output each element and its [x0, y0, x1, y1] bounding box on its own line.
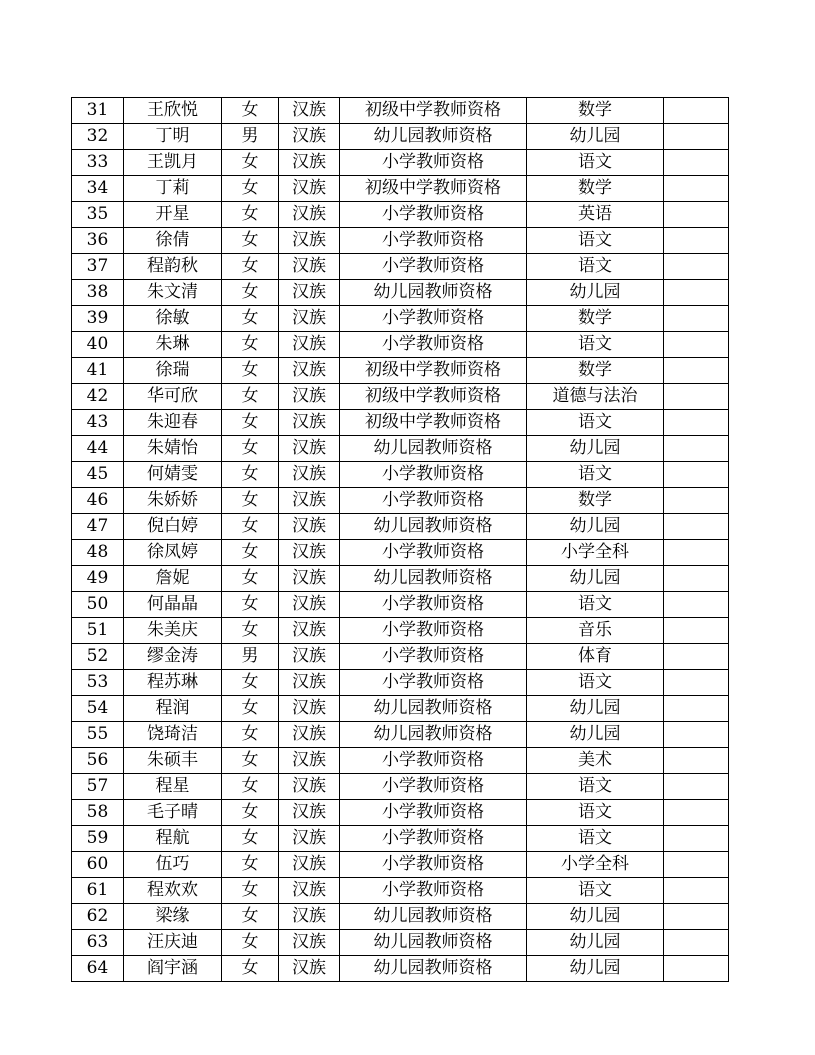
- ethnicity-cell: 汉族: [279, 670, 340, 696]
- name-cell: 徐瑞: [124, 358, 222, 384]
- ethnicity-cell: 汉族: [279, 852, 340, 878]
- row-number-cell: 32: [72, 124, 124, 150]
- note-cell: [664, 618, 729, 644]
- subject-cell: 幼儿园: [527, 566, 664, 592]
- row-number-cell: 40: [72, 332, 124, 358]
- gender-cell: 女: [222, 722, 279, 748]
- certificate-cell: 小学教师资格: [340, 462, 527, 488]
- certificate-cell: 小学教师资格: [340, 670, 527, 696]
- gender-cell: 女: [222, 592, 279, 618]
- subject-cell: 音乐: [527, 618, 664, 644]
- note-cell: [664, 150, 729, 176]
- table-row: [72, 540, 729, 566]
- name-cell: 程星: [124, 774, 222, 800]
- certificate-cell: 幼儿园教师资格: [340, 904, 527, 930]
- ethnicity-cell: 汉族: [279, 306, 340, 332]
- row-number-cell: 60: [72, 852, 124, 878]
- row-number-cell: 52: [72, 644, 124, 670]
- row-number-cell: 58: [72, 800, 124, 826]
- gender-cell: 女: [222, 176, 279, 202]
- table-row: [72, 956, 729, 982]
- gender-cell: 女: [222, 540, 279, 566]
- row-number-cell: 61: [72, 878, 124, 904]
- certificate-cell: 幼儿园教师资格: [340, 722, 527, 748]
- name-cell: 朱美庆: [124, 618, 222, 644]
- table-row: [72, 228, 729, 254]
- table-row: [72, 462, 729, 488]
- row-number-cell: 31: [72, 98, 124, 124]
- certificate-cell: 幼儿园教师资格: [340, 956, 527, 982]
- certificate-cell: 小学教师资格: [340, 748, 527, 774]
- subject-cell: 幼儿园: [527, 124, 664, 150]
- ethnicity-cell: 汉族: [279, 696, 340, 722]
- name-cell: 伍巧: [124, 852, 222, 878]
- table-row: [72, 930, 729, 956]
- subject-cell: 语文: [527, 254, 664, 280]
- certificate-cell: 幼儿园教师资格: [340, 514, 527, 540]
- certificate-cell: 小学教师资格: [340, 254, 527, 280]
- certificate-cell: 初级中学教师资格: [340, 176, 527, 202]
- name-cell: 程航: [124, 826, 222, 852]
- table-row: [72, 592, 729, 618]
- gender-cell: 女: [222, 228, 279, 254]
- ethnicity-cell: 汉族: [279, 514, 340, 540]
- subject-cell: 语文: [527, 670, 664, 696]
- note-cell: [664, 774, 729, 800]
- note-cell: [664, 384, 729, 410]
- certificate-cell: 初级中学教师资格: [340, 98, 527, 124]
- subject-cell: 语文: [527, 228, 664, 254]
- row-number-cell: 63: [72, 930, 124, 956]
- row-number-cell: 53: [72, 670, 124, 696]
- note-cell: [664, 878, 729, 904]
- certificate-cell: 小学教师资格: [340, 202, 527, 228]
- table-row: [72, 254, 729, 280]
- note-cell: [664, 956, 729, 982]
- name-cell: 开星: [124, 202, 222, 228]
- ethnicity-cell: 汉族: [279, 592, 340, 618]
- gender-cell: 女: [222, 878, 279, 904]
- name-cell: 朱文清: [124, 280, 222, 306]
- name-cell: 徐倩: [124, 228, 222, 254]
- ethnicity-cell: 汉族: [279, 748, 340, 774]
- row-number-cell: 44: [72, 436, 124, 462]
- name-cell: 何婧雯: [124, 462, 222, 488]
- row-number-cell: 55: [72, 722, 124, 748]
- note-cell: [664, 644, 729, 670]
- certificate-cell: 幼儿园教师资格: [340, 436, 527, 462]
- name-cell: 朱迎春: [124, 410, 222, 436]
- gender-cell: 女: [222, 930, 279, 956]
- ethnicity-cell: 汉族: [279, 774, 340, 800]
- gender-cell: 女: [222, 670, 279, 696]
- table-row: [72, 98, 729, 124]
- ethnicity-cell: 汉族: [279, 150, 340, 176]
- name-cell: 华可欣: [124, 384, 222, 410]
- subject-cell: 幼儿园: [527, 956, 664, 982]
- gender-cell: 女: [222, 618, 279, 644]
- row-number-cell: 54: [72, 696, 124, 722]
- ethnicity-cell: 汉族: [279, 254, 340, 280]
- ethnicity-cell: 汉族: [279, 644, 340, 670]
- note-cell: [664, 306, 729, 332]
- subject-cell: 语文: [527, 800, 664, 826]
- table-row: [72, 332, 729, 358]
- table-row: [72, 150, 729, 176]
- gender-cell: 女: [222, 774, 279, 800]
- table-row: [72, 280, 729, 306]
- subject-cell: 幼儿园: [527, 514, 664, 540]
- gender-cell: 女: [222, 566, 279, 592]
- ethnicity-cell: 汉族: [279, 358, 340, 384]
- certificate-cell: 小学教师资格: [340, 644, 527, 670]
- note-cell: [664, 280, 729, 306]
- gender-cell: 男: [222, 124, 279, 150]
- note-cell: [664, 436, 729, 462]
- name-cell: 倪白婷: [124, 514, 222, 540]
- table-row: [72, 176, 729, 202]
- table-row: [72, 384, 729, 410]
- table-row: [72, 410, 729, 436]
- name-cell: 王凯月: [124, 150, 222, 176]
- note-cell: [664, 488, 729, 514]
- name-cell: 梁缘: [124, 904, 222, 930]
- ethnicity-cell: 汉族: [279, 202, 340, 228]
- name-cell: 徐敏: [124, 306, 222, 332]
- gender-cell: 女: [222, 98, 279, 124]
- gender-cell: 女: [222, 436, 279, 462]
- table-row: [72, 904, 729, 930]
- gender-cell: 女: [222, 956, 279, 982]
- certificate-cell: 小学教师资格: [340, 228, 527, 254]
- row-number-cell: 33: [72, 150, 124, 176]
- subject-cell: 数学: [527, 306, 664, 332]
- subject-cell: 语文: [527, 150, 664, 176]
- table-row: [72, 514, 729, 540]
- subject-cell: 幼儿园: [527, 722, 664, 748]
- gender-cell: 女: [222, 332, 279, 358]
- note-cell: [664, 904, 729, 930]
- name-cell: 朱婧怡: [124, 436, 222, 462]
- subject-cell: 幼儿园: [527, 904, 664, 930]
- teacher-roster-table: [71, 97, 729, 982]
- row-number-cell: 38: [72, 280, 124, 306]
- certificate-cell: 幼儿园教师资格: [340, 696, 527, 722]
- note-cell: [664, 124, 729, 150]
- ethnicity-cell: 汉族: [279, 124, 340, 150]
- row-number-cell: 56: [72, 748, 124, 774]
- document-table-container: [71, 97, 728, 982]
- gender-cell: 女: [222, 852, 279, 878]
- table-row: [72, 852, 729, 878]
- subject-cell: 幼儿园: [527, 930, 664, 956]
- gender-cell: 男: [222, 644, 279, 670]
- ethnicity-cell: 汉族: [279, 462, 340, 488]
- note-cell: [664, 462, 729, 488]
- table-row: [72, 436, 729, 462]
- name-cell: 朱硕丰: [124, 748, 222, 774]
- name-cell: 阎宇涵: [124, 956, 222, 982]
- ethnicity-cell: 汉族: [279, 176, 340, 202]
- certificate-cell: 小学教师资格: [340, 618, 527, 644]
- table-row: [72, 670, 729, 696]
- row-number-cell: 59: [72, 826, 124, 852]
- certificate-cell: 小学教师资格: [340, 540, 527, 566]
- certificate-cell: 幼儿园教师资格: [340, 930, 527, 956]
- ethnicity-cell: 汉族: [279, 332, 340, 358]
- row-number-cell: 46: [72, 488, 124, 514]
- ethnicity-cell: 汉族: [279, 540, 340, 566]
- ethnicity-cell: 汉族: [279, 488, 340, 514]
- name-cell: 程润: [124, 696, 222, 722]
- subject-cell: 语文: [527, 826, 664, 852]
- gender-cell: 女: [222, 410, 279, 436]
- row-number-cell: 48: [72, 540, 124, 566]
- note-cell: [664, 228, 729, 254]
- gender-cell: 女: [222, 748, 279, 774]
- table-row: [72, 124, 729, 150]
- row-number-cell: 43: [72, 410, 124, 436]
- row-number-cell: 50: [72, 592, 124, 618]
- gender-cell: 女: [222, 280, 279, 306]
- note-cell: [664, 852, 729, 878]
- subject-cell: 数学: [527, 488, 664, 514]
- subject-cell: 语文: [527, 410, 664, 436]
- ethnicity-cell: 汉族: [279, 800, 340, 826]
- ethnicity-cell: 汉族: [279, 280, 340, 306]
- subject-cell: 幼儿园: [527, 436, 664, 462]
- ethnicity-cell: 汉族: [279, 930, 340, 956]
- name-cell: 毛子晴: [124, 800, 222, 826]
- ethnicity-cell: 汉族: [279, 618, 340, 644]
- gender-cell: 女: [222, 696, 279, 722]
- note-cell: [664, 800, 729, 826]
- certificate-cell: 幼儿园教师资格: [340, 566, 527, 592]
- note-cell: [664, 696, 729, 722]
- table-row: [72, 202, 729, 228]
- gender-cell: 女: [222, 462, 279, 488]
- row-number-cell: 39: [72, 306, 124, 332]
- ethnicity-cell: 汉族: [279, 228, 340, 254]
- ethnicity-cell: 汉族: [279, 878, 340, 904]
- subject-cell: 幼儿园: [527, 696, 664, 722]
- table-row: [72, 618, 729, 644]
- table-row: [72, 358, 729, 384]
- certificate-cell: 幼儿园教师资格: [340, 124, 527, 150]
- subject-cell: 数学: [527, 98, 664, 124]
- name-cell: 何晶晶: [124, 592, 222, 618]
- note-cell: [664, 98, 729, 124]
- row-number-cell: 35: [72, 202, 124, 228]
- table-body: [72, 98, 729, 982]
- ethnicity-cell: 汉族: [279, 98, 340, 124]
- table-row: [72, 878, 729, 904]
- subject-cell: 语文: [527, 462, 664, 488]
- row-number-cell: 42: [72, 384, 124, 410]
- ethnicity-cell: 汉族: [279, 410, 340, 436]
- row-number-cell: 41: [72, 358, 124, 384]
- certificate-cell: 初级中学教师资格: [340, 384, 527, 410]
- row-number-cell: 49: [72, 566, 124, 592]
- name-cell: 缪金涛: [124, 644, 222, 670]
- note-cell: [664, 410, 729, 436]
- subject-cell: 幼儿园: [527, 280, 664, 306]
- name-cell: 徐凤婷: [124, 540, 222, 566]
- certificate-cell: 小学教师资格: [340, 852, 527, 878]
- certificate-cell: 小学教师资格: [340, 592, 527, 618]
- note-cell: [664, 176, 729, 202]
- table-row: [72, 566, 729, 592]
- ethnicity-cell: 汉族: [279, 956, 340, 982]
- subject-cell: 语文: [527, 592, 664, 618]
- certificate-cell: 小学教师资格: [340, 332, 527, 358]
- subject-cell: 英语: [527, 202, 664, 228]
- name-cell: 程苏琳: [124, 670, 222, 696]
- note-cell: [664, 202, 729, 228]
- row-number-cell: 36: [72, 228, 124, 254]
- note-cell: [664, 358, 729, 384]
- table-row: [72, 826, 729, 852]
- gender-cell: 女: [222, 254, 279, 280]
- gender-cell: 女: [222, 202, 279, 228]
- row-number-cell: 45: [72, 462, 124, 488]
- subject-cell: 美术: [527, 748, 664, 774]
- gender-cell: 女: [222, 826, 279, 852]
- table-row: [72, 800, 729, 826]
- name-cell: 程欢欢: [124, 878, 222, 904]
- table-row: [72, 722, 729, 748]
- note-cell: [664, 592, 729, 618]
- note-cell: [664, 254, 729, 280]
- note-cell: [664, 930, 729, 956]
- subject-cell: 语文: [527, 332, 664, 358]
- certificate-cell: 小学教师资格: [340, 774, 527, 800]
- note-cell: [664, 540, 729, 566]
- row-number-cell: 64: [72, 956, 124, 982]
- row-number-cell: 62: [72, 904, 124, 930]
- subject-cell: 数学: [527, 358, 664, 384]
- ethnicity-cell: 汉族: [279, 384, 340, 410]
- table-row: [72, 306, 729, 332]
- certificate-cell: 小学教师资格: [340, 488, 527, 514]
- name-cell: 朱琳: [124, 332, 222, 358]
- gender-cell: 女: [222, 488, 279, 514]
- certificate-cell: 小学教师资格: [340, 826, 527, 852]
- gender-cell: 女: [222, 384, 279, 410]
- note-cell: [664, 566, 729, 592]
- name-cell: 程韵秋: [124, 254, 222, 280]
- subject-cell: 体育: [527, 644, 664, 670]
- name-cell: 王欣悦: [124, 98, 222, 124]
- table-row: [72, 748, 729, 774]
- table-row: [72, 644, 729, 670]
- gender-cell: 女: [222, 514, 279, 540]
- name-cell: 詹妮: [124, 566, 222, 592]
- certificate-cell: 小学教师资格: [340, 878, 527, 904]
- ethnicity-cell: 汉族: [279, 904, 340, 930]
- certificate-cell: 初级中学教师资格: [340, 358, 527, 384]
- certificate-cell: 初级中学教师资格: [340, 410, 527, 436]
- row-number-cell: 57: [72, 774, 124, 800]
- row-number-cell: 37: [72, 254, 124, 280]
- subject-cell: 小学全科: [527, 852, 664, 878]
- row-number-cell: 34: [72, 176, 124, 202]
- certificate-cell: 小学教师资格: [340, 800, 527, 826]
- subject-cell: 数学: [527, 176, 664, 202]
- ethnicity-cell: 汉族: [279, 436, 340, 462]
- name-cell: 饶琦洁: [124, 722, 222, 748]
- name-cell: 朱娇娇: [124, 488, 222, 514]
- subject-cell: 语文: [527, 878, 664, 904]
- ethnicity-cell: 汉族: [279, 722, 340, 748]
- certificate-cell: 小学教师资格: [340, 150, 527, 176]
- ethnicity-cell: 汉族: [279, 566, 340, 592]
- gender-cell: 女: [222, 800, 279, 826]
- row-number-cell: 47: [72, 514, 124, 540]
- gender-cell: 女: [222, 358, 279, 384]
- note-cell: [664, 826, 729, 852]
- subject-cell: 小学全科: [527, 540, 664, 566]
- table-row: [72, 696, 729, 722]
- subject-cell: 道德与法治: [527, 384, 664, 410]
- note-cell: [664, 514, 729, 540]
- row-number-cell: 51: [72, 618, 124, 644]
- note-cell: [664, 722, 729, 748]
- name-cell: 丁莉: [124, 176, 222, 202]
- ethnicity-cell: 汉族: [279, 826, 340, 852]
- note-cell: [664, 332, 729, 358]
- subject-cell: 语文: [527, 774, 664, 800]
- name-cell: 汪庆迪: [124, 930, 222, 956]
- gender-cell: 女: [222, 150, 279, 176]
- table-row: [72, 774, 729, 800]
- name-cell: 丁明: [124, 124, 222, 150]
- gender-cell: 女: [222, 904, 279, 930]
- note-cell: [664, 748, 729, 774]
- gender-cell: 女: [222, 306, 279, 332]
- certificate-cell: 小学教师资格: [340, 306, 527, 332]
- note-cell: [664, 670, 729, 696]
- table-row: [72, 488, 729, 514]
- certificate-cell: 幼儿园教师资格: [340, 280, 527, 306]
